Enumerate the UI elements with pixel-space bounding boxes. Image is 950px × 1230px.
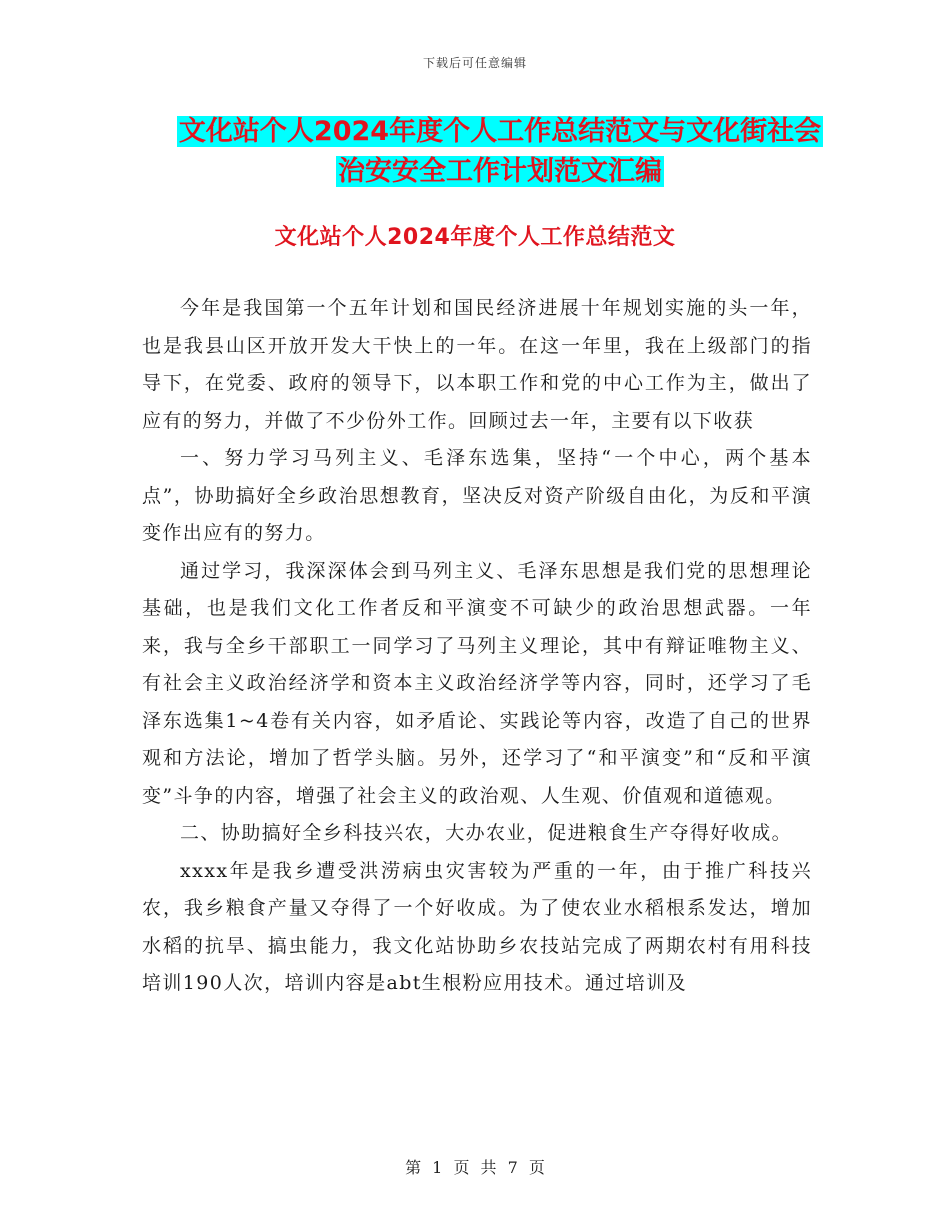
- document-title-line-1: 文化站个人2024年度个人工作总结范文与文化街社会: [178, 116, 822, 147]
- paragraph: 通过学习，我深深体会到马列主义、毛泽东思想是我们党的思想理论基础，也是我们文化工作者反和平演变不可缺少的政治思想武器。一年来，我与全乡干部职工一同学习了马列主义理论，其中有辩证唯物主义、有社会主义政治经济学和资本主义政治经济学等内容，同时，还学习了毛泽东选集1~4卷有关内容，如矛盾论、实践论等内容，改造了自己的世界观和方法论，增加了哲学头脑。另外，还学习了“和平演变”和“反和平演变”斗争的内容，增强了社会主义的政治观、人生观、价值观和道德观。: [142, 559, 812, 807]
- header-note: 下载后可任意编辑: [422, 56, 527, 70]
- paragraph: 一、努力学习马列主义、毛泽东选集，坚持“一个中心，两个基本点”，协助搞好全乡政治思想教育，坚决反对资产阶级自由化，为反和平演变作出应有的努力。: [142, 447, 812, 544]
- document-title-line-2: 治安安全工作计划范文汇编: [338, 156, 662, 187]
- section-title: 文化站个人2024年度个人工作总结范文: [274, 225, 676, 250]
- paragraph: 今年是我国第一个五年计划和国民经济进展十年规划实施的头一年，也是我县山区开放开发大干快上的一年。在这一年里，我在上级部门的指导下，在党委、政府的领导下，以本职工作和党的中心工作为主，做出了应有的努力，并做了不少份外工作。回顾过去一年，主要有以下收获: [142, 297, 812, 432]
- paragraph: xxxx年是我乡遭受洪涝病虫灾害较为严重的一年，由于推广科技兴农，我乡粮食产量又夺得了一个好收成。为了使农业水稻根系发达，增加水稻的抗旱、搞虫能力，我文化站协助乡农技站完成了两期农村有用科技培训190人次，培训内容是abt生根粉应用技术。通过培训及: [142, 859, 812, 994]
- paragraph: 二、协助搞好全乡科技兴农，大办农业，促进粮食生产夺得好收成。: [180, 822, 793, 844]
- page-number: 第 1 页 共 7 页: [405, 1158, 545, 1177]
- document-body: [142, 290, 812, 1003]
- document-title: [140, 112, 860, 192]
